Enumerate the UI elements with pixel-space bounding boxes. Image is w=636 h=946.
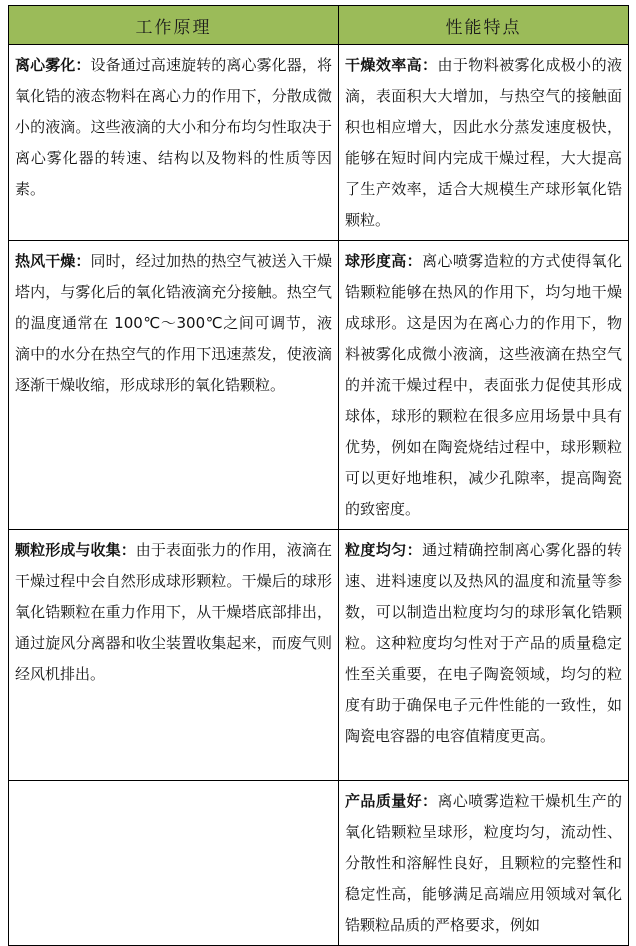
principle-cell-particle-formation (9, 530, 339, 781)
feature-cell-drying-efficiency (339, 45, 629, 241)
feature-cell-product-quality (339, 781, 629, 946)
table-row (9, 241, 629, 530)
cell-title: 离心雾化： (15, 56, 91, 74)
cell-body: 设备通过高速旋转的离心雾化器，将氧化锆的液态物料在离心力的作用下，分散成微小的液滴。这些液滴的大小和分布均匀性取决于离心雾化器的转速、结构以及物料的性质等因素。 (15, 56, 332, 198)
cell-title: 颗粒形成与收集： (15, 541, 136, 559)
header-row (9, 6, 629, 45)
cell-title: 热风干燥： (15, 252, 91, 270)
table-row (9, 530, 629, 781)
principle-cell-centrifugal-atomization (9, 45, 339, 241)
cell-body: 通过精确控制离心雾化器的转速、进料速度以及热风的温度和流量等参数，可以制造出粒度均匀的球形氧化锆颗粒。这种粒度均匀性对于产品的质量稳定性至关重要，在电子陶瓷领域，均匀的粒度有助于确保电子元件性能的一致性，如陶瓷电容器的电容值精度更高。 (345, 541, 622, 745)
table-row (9, 45, 629, 241)
cell-body: 同时，经过加热的热空气被送入干燥塔内，与雾化后的氧化锆液滴充分接触。热空气的温度通常在 100℃～300℃之间可调节，液滴中的水分在热空气的作用下迅速蒸发，使液滴逐渐干燥收缩，形成球形的氧化锆颗粒。 (15, 252, 332, 394)
cell-body: 离心喷雾造粒的方式使得氧化锆颗粒能够在热风的作用下，均匀地干燥成球形。这是因为在离心力的作用下，物料被雾化成微小液滴，这些液滴在热空气的并流干燥过程中，表面张力促使其形成球体，球形的颗粒在很多应用场景中具有优势，例如在陶瓷烧结过程中，球形颗粒可以更好地堆积，减少孔隙率，提高陶瓷的致密度。 (345, 252, 622, 518)
cell-body: 由于物料被雾化成极小的液滴，表面积大大增加，与热空气的接触面积也相应增大，因此水分蒸发速度极快，能够在短时间内完成干燥过程，大大提高了生产效率，适合大规模生产球形氧化锆颗粒。 (345, 56, 622, 229)
cell-body: 离心喷雾造粒干燥机生产的氧化锆颗粒呈球形，粒度均匀，流动性、分散性和溶解性良好，且颗粒的完整性和稳定性高，能够满足高端应用领域对氧化锆颗粒品质的严格要求，例如 (345, 792, 622, 934)
cell-title: 粒度均匀： (345, 541, 423, 559)
header-working-principle: 工作原理 (9, 6, 339, 45)
feature-cell-sphericity (339, 241, 629, 530)
cell-title: 产品质量好： (345, 792, 438, 810)
principles-features-table (8, 5, 629, 946)
header-performance-features: 性能特点 (339, 6, 629, 45)
cell-title: 干燥效率高： (345, 56, 438, 74)
cell-title: 球形度高： (345, 252, 423, 270)
feature-cell-uniform-size (339, 530, 629, 781)
principle-cell-empty (9, 781, 339, 946)
principle-cell-hot-air-drying (9, 241, 339, 530)
cell-body: 由于表面张力的作用，液滴在干燥过程中会自然形成球形颗粒。干燥后的球形氧化锆颗粒在重力作用下，从干燥塔底部排出，通过旋风分离器和收尘装置收集起来，而废气则经风机排出。 (15, 541, 332, 683)
table-row (9, 781, 629, 946)
